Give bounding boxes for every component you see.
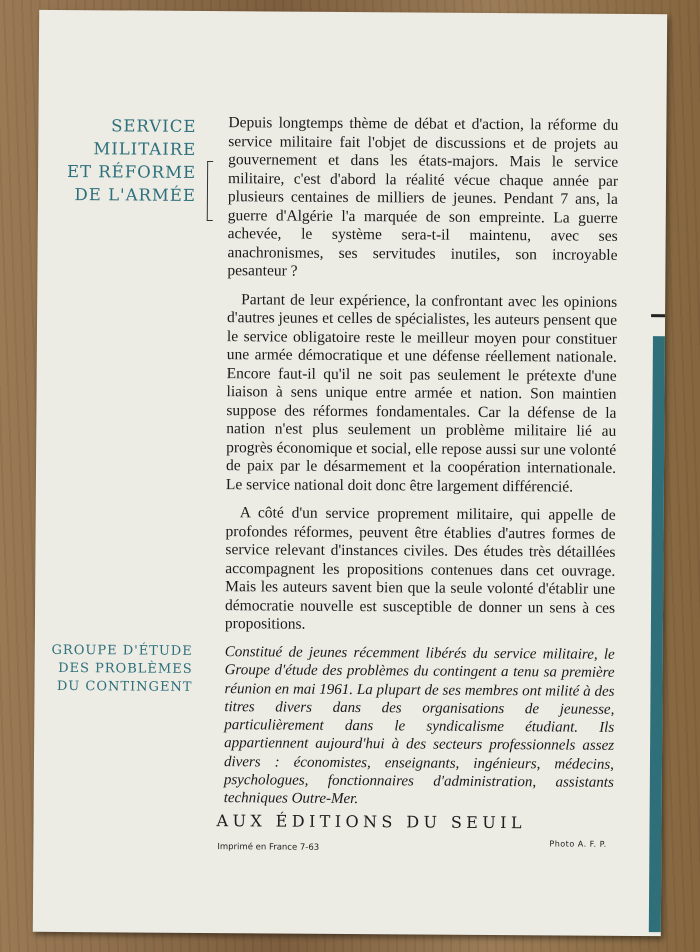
spine-color-strip bbox=[649, 336, 665, 932]
paragraph: Depuis longtemps thème de débat et d'action, la réforme du service militaire fait l'objet de discussions et de projets au gouvernement et dans les états-majors. Mais le service militaire, c'est d'abord la réalité vécue chaque année par plusieurs centaines de milliers de jeunes. Pendant 7 ans, la guerre d'Algérie l'a marquée de son empreinte. La guerre achevée, le système sera-t-il maintenu, avec ses anachronismes, ses servitudes inutiles, son incroyable pesanteur ? bbox=[227, 114, 619, 280]
margin-bracket bbox=[207, 161, 213, 221]
publisher-name: AUX ÉDITIONS DU SEUIL bbox=[216, 811, 527, 833]
paragraph: Partant de leur expérience, la confrontant avec les opinions d'autres jeunes et celles de spécialistes, les auteurs pensent que le service obligatoire reste le meilleur moyen pour constituer une armée démocratique et une défense réellement nationale. Encore faut-il qu'il ne soit pas seulement le prétexte d'une liaison à sens unique entre armée et nation. Son maintien suppose des réformes fondamentales. Car la défense de la nation n'est plus seulement un problème militaire lié au progrès économique et social, elle repose aussi sur une volonté de paix par le désarmement et la coopération internationale. Le service national doit donc être largement différencié. bbox=[225, 290, 618, 496]
paragraph: A côté d'un service proprement militaire, qui appelle de profondes réformes, peuvent être établies d'autres formes de service relevant d'instances civiles. Des études très détaillées accompagnent les propositions contenues dans cet ouvrage. Mais les auteurs savent bien que la seule volonté d'établir une démocratie nouvelle est susceptible de donner un sens à ces propositions. bbox=[224, 504, 616, 633]
heading-line: DU CONTINGENT bbox=[56, 678, 193, 695]
heading-line: DES PROBLÈMES bbox=[58, 660, 193, 677]
authors-description bbox=[224, 643, 615, 820]
spine-edge-mark bbox=[651, 314, 665, 317]
heading-line: MILITAIRE bbox=[93, 139, 197, 159]
photo-credit: Photo A. F. P. bbox=[549, 839, 607, 849]
book-back-cover bbox=[33, 10, 667, 936]
heading-line: ET RÉFORME bbox=[66, 162, 197, 182]
main-description bbox=[225, 114, 619, 646]
heading-line: GROUPE D'ÉTUDE bbox=[51, 642, 193, 659]
section-title-groupe-etude bbox=[51, 642, 193, 697]
heading-line: DE L'ARMÉE bbox=[74, 185, 197, 205]
printed-in-note: Imprimé en France 7-63 bbox=[217, 842, 320, 853]
section-title-service-militaire bbox=[67, 114, 197, 207]
heading-line: SERVICE bbox=[111, 116, 197, 136]
paragraph: Constitué de jeunes récemment libérés du service militaire, le Groupe d'étude des problèmes du contingent a tenu sa première réunion en mai 1961. La plupart de ses membres ont milité à des titres divers dans des organisations de jeunesse, particulièrement dans le syndicalisme étudiant. Ils appartiennent aujourd'hui à des secteurs professionnels assez divers : économistes, enseignants, ingénieurs, médecins, psychologues, fonctionnaires d'administration, assistants techniques Outre-Mer. bbox=[223, 644, 615, 808]
